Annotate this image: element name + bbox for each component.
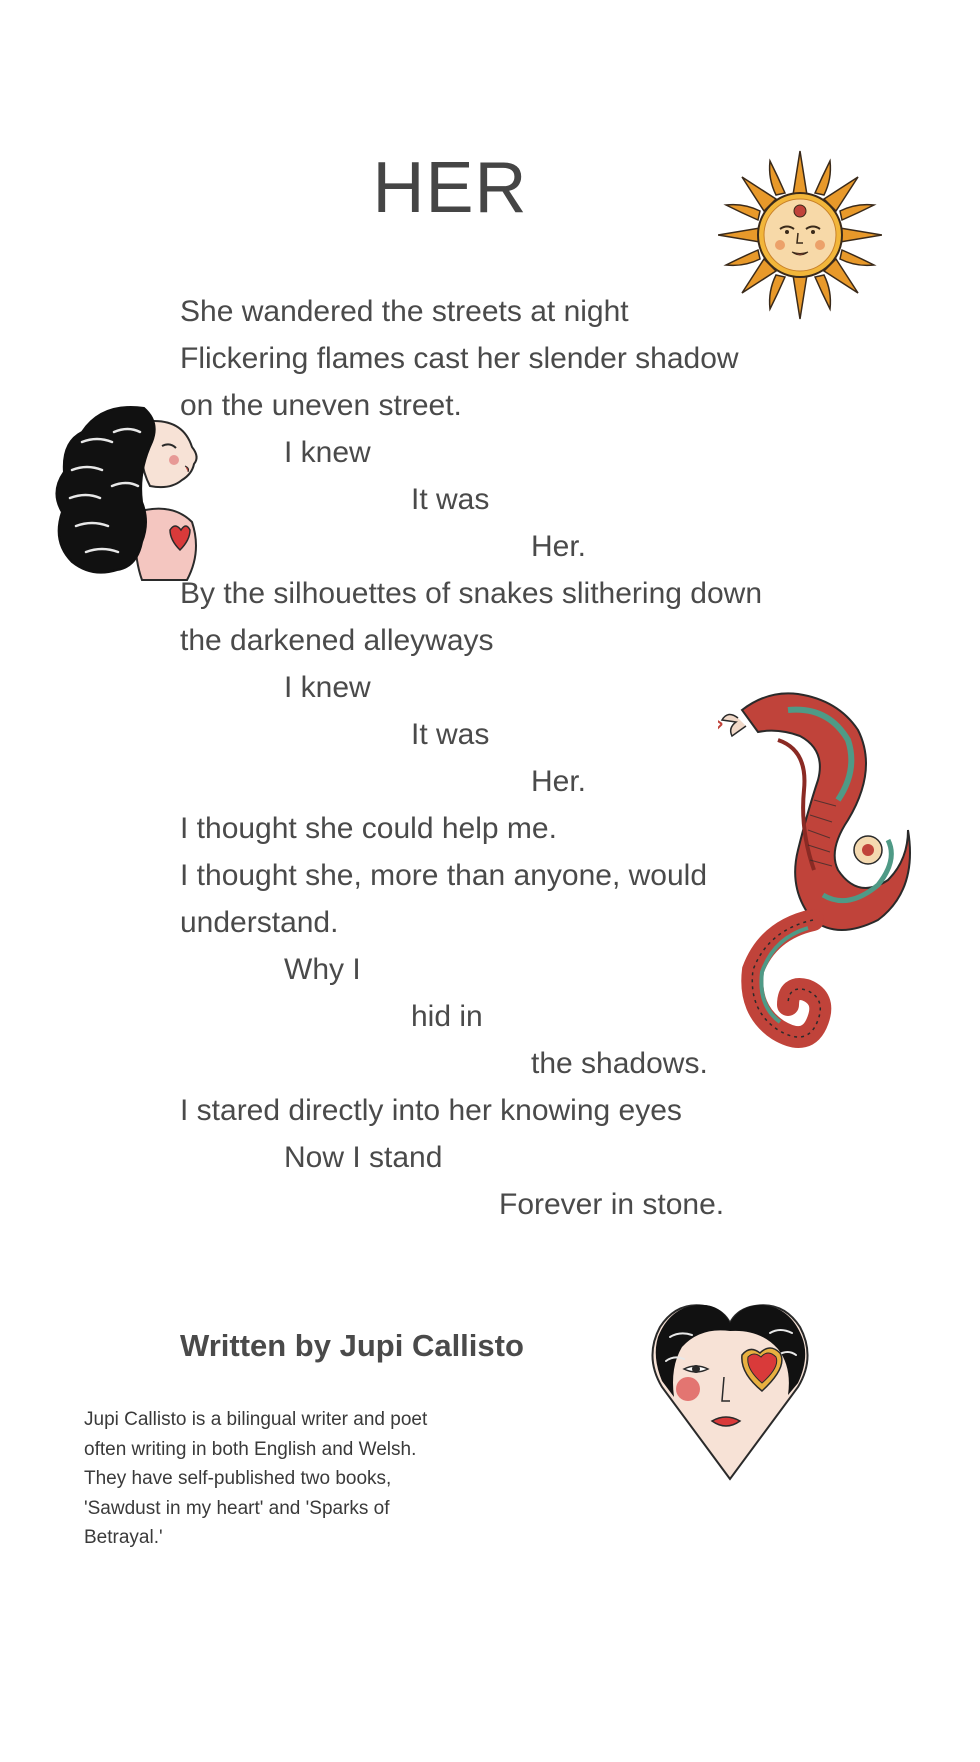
bio-line: They have self-published two books, [84, 1468, 392, 1489]
pinup-woman-icon [42, 402, 212, 584]
poem-line: the shadows. [531, 1047, 708, 1080]
poem-line: on the uneven street. [180, 389, 462, 422]
poem-line: I thought she, more than anyone, would [180, 859, 708, 892]
poem-line: Why I [284, 953, 361, 986]
sun-face-icon [718, 150, 882, 320]
poem-line: hid in [411, 1000, 483, 1033]
poem-line: the darkened alleyways [180, 624, 494, 657]
author-byline: Written by Jupi Callisto [180, 1328, 524, 1363]
bio-line: Jupi Callisto is a bilingual writer and poet [84, 1409, 428, 1430]
heart-face-icon [650, 1297, 810, 1482]
bio-line: 'Sawdust in my heart' and 'Sparks of [84, 1497, 390, 1519]
poem-line: It was [411, 718, 490, 751]
poem-line: Flickering flames cast her slender shadow [180, 342, 739, 375]
poem-line: Forever in stone. [499, 1188, 725, 1221]
author-bio [84, 1405, 484, 1553]
poem-title: HER [372, 148, 528, 228]
poem-line: I thought she could help me. [180, 812, 557, 845]
bio-line: often writing in both English and Welsh. [84, 1438, 417, 1460]
poem-line: I knew [284, 671, 371, 704]
cobra-snake-icon [718, 680, 918, 1070]
poem-line: It was [411, 483, 490, 516]
poem-line: By the silhouettes of snakes slithering down [180, 577, 762, 610]
poem-line: Her. [531, 765, 587, 798]
poem-line: Now I stand [284, 1141, 443, 1174]
poem-line: Her. [531, 530, 587, 563]
poem-line: She wandered the streets at night [180, 295, 629, 328]
poem-line: understand. [180, 906, 339, 939]
bio-line: Betrayal.' [84, 1527, 163, 1548]
poem-line: I knew [284, 436, 371, 469]
poem-line: I stared directly into her knowing eyes [180, 1094, 682, 1127]
